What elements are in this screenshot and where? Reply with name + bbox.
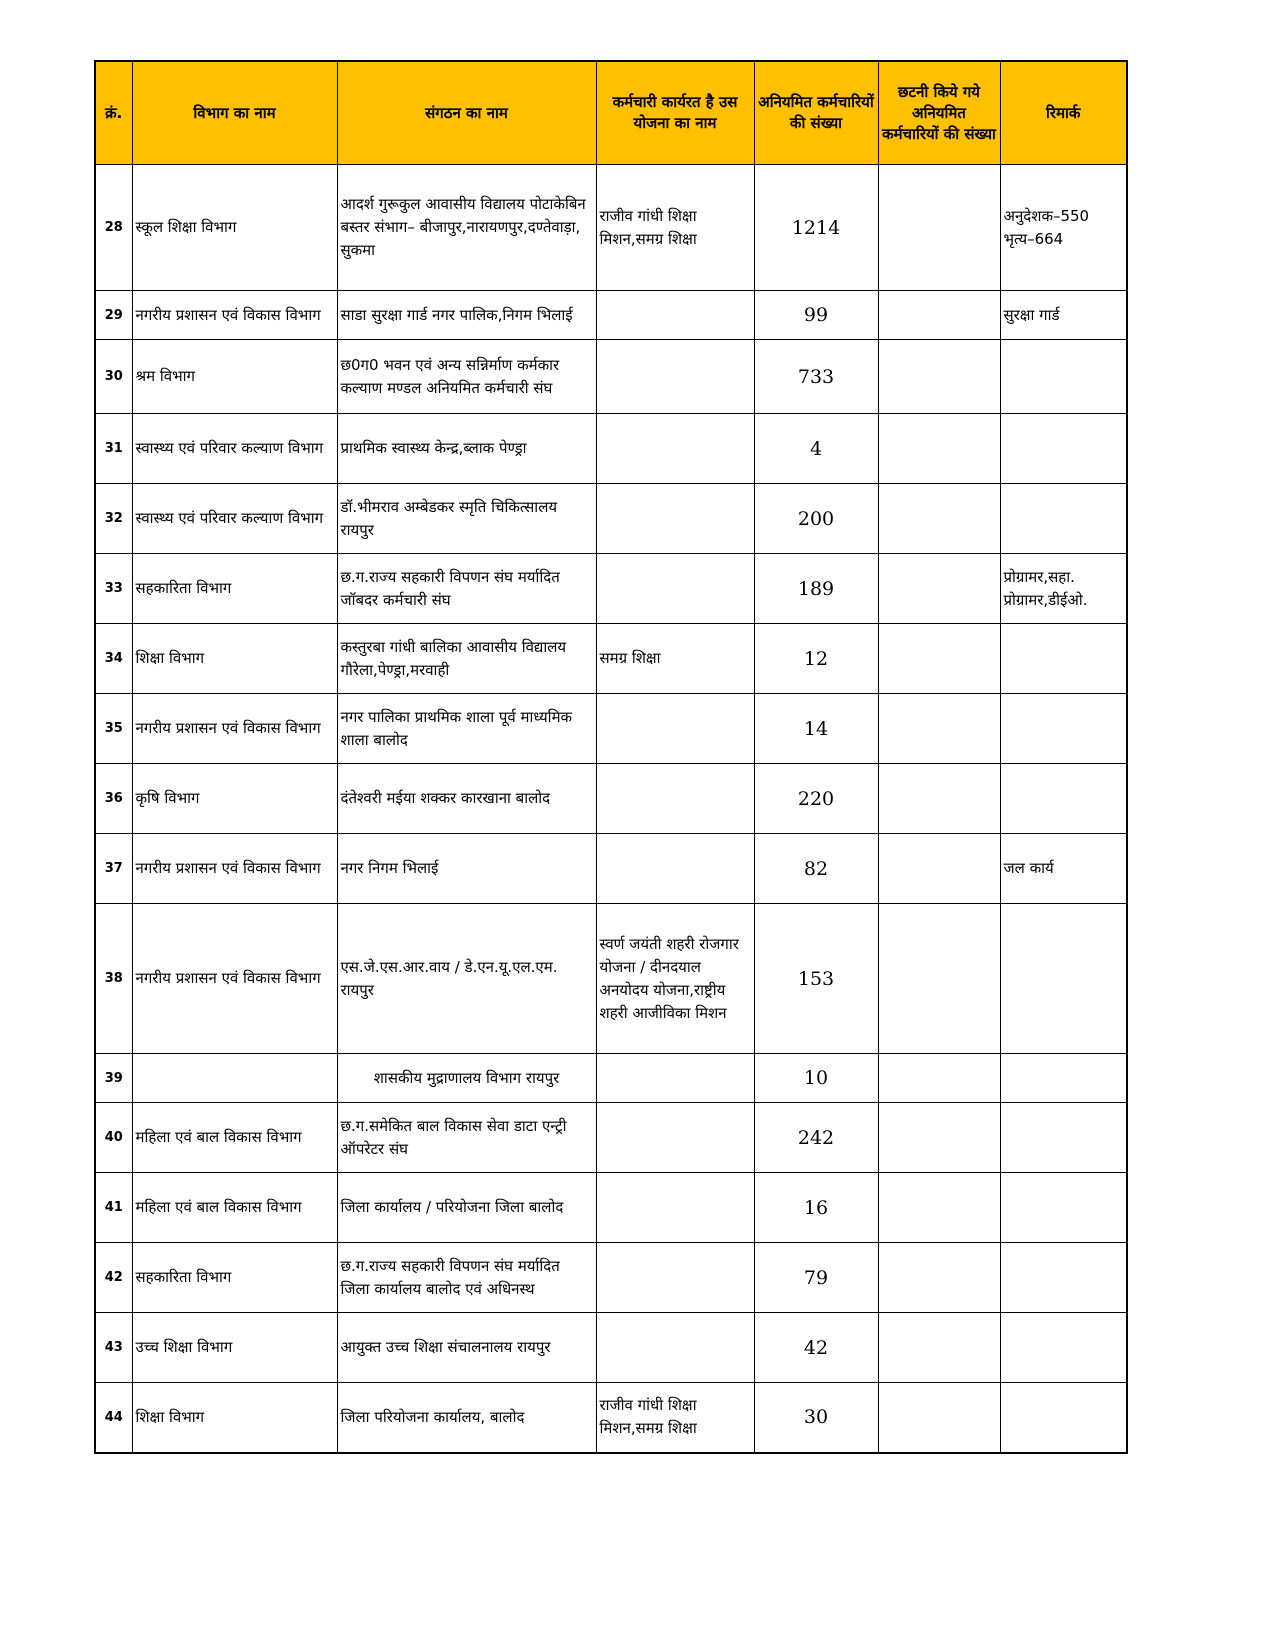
table-row	[95, 291, 1127, 340]
row-number: 31	[95, 414, 132, 484]
retrenched-count-cell	[878, 1173, 1000, 1243]
table-row	[95, 1313, 1127, 1383]
irregular-count-cell: 733	[754, 340, 878, 414]
organization-cell: आयुक्त उच्च शिक्षा संचालनालय रायपुर	[337, 1313, 596, 1383]
row-number: 34	[95, 624, 132, 694]
header-row	[95, 61, 1127, 165]
table-row	[95, 1173, 1127, 1243]
retrenched-count-cell	[878, 694, 1000, 764]
table-row	[95, 165, 1127, 291]
scheme-cell: स्वर्ण जयंती शहरी रोजगार योजना / दीनदयाल अनयोदय योजना,राष्ट्रीय शहरी आजीविका मिशन	[596, 904, 754, 1054]
row-number: 35	[95, 694, 132, 764]
department-cell: महिला एवं बाल विकास विभाग	[132, 1173, 337, 1243]
header-remark: रिमार्क	[1000, 61, 1127, 165]
header-sno: क्रं.	[95, 61, 132, 165]
scheme-cell: समग्र शिक्षा	[596, 624, 754, 694]
department-cell: नगरीय प्रशासन एवं विकास विभाग	[132, 904, 337, 1054]
department-cell: महिला एवं बाल विकास विभाग	[132, 1103, 337, 1173]
irregular-count-cell: 189	[754, 554, 878, 624]
retrenched-count-cell	[878, 1243, 1000, 1313]
remark-cell	[1000, 1313, 1127, 1383]
row-number: 38	[95, 904, 132, 1054]
scheme-cell	[596, 1313, 754, 1383]
row-number: 32	[95, 484, 132, 554]
retrenched-count-cell	[878, 1313, 1000, 1383]
scheme-cell	[596, 1054, 754, 1103]
table-row	[95, 834, 1127, 904]
organization-cell: नगर पालिका प्राथमिक शाला पूर्व माध्यमिक शाला बालोद	[337, 694, 596, 764]
irregular-count-cell: 82	[754, 834, 878, 904]
remark-cell: जल कार्य	[1000, 834, 1127, 904]
department-cell: सहकारिता विभाग	[132, 554, 337, 624]
organization-cell: छ0ग0 भवन एवं अन्य सन्निर्माण कर्मकार कल्याण मण्डल अनियमित कर्मचारी संघ	[337, 340, 596, 414]
header-department: विभाग का नाम	[132, 61, 337, 165]
retrenched-count-cell	[878, 414, 1000, 484]
organization-cell: डॉ.भीमराव अम्बेडकर स्मृति चिकित्सालय रायपुर	[337, 484, 596, 554]
organization-cell: छ.ग.राज्य सहकारी विपणन संघ मर्यादित जॉबदर कर्मचारी संघ	[337, 554, 596, 624]
retrenched-count-cell	[878, 1383, 1000, 1453]
row-number: 28	[95, 165, 132, 291]
organization-cell: छ.ग.राज्य सहकारी विपणन संघ मर्यादित जिला कार्यालय बालोद एवं अधिनस्थ	[337, 1243, 596, 1313]
department-cell: नगरीय प्रशासन एवं विकास विभाग	[132, 694, 337, 764]
irregular-count-cell: 42	[754, 1313, 878, 1383]
remark-cell	[1000, 1173, 1127, 1243]
table-row	[95, 340, 1127, 414]
department-cell: नगरीय प्रशासन एवं विकास विभाग	[132, 291, 337, 340]
irregular-count-cell: 79	[754, 1243, 878, 1313]
remark-cell	[1000, 484, 1127, 554]
table-row	[95, 1103, 1127, 1173]
retrenched-count-cell	[878, 764, 1000, 834]
irregular-count-cell: 12	[754, 624, 878, 694]
organization-cell: साडा सुरक्षा गार्ड नगर पालिक,निगम भिलाई	[337, 291, 596, 340]
header-scheme: कर्मचारी कार्यरत है उस योजना का नाम	[596, 61, 754, 165]
scheme-cell	[596, 340, 754, 414]
remark-cell	[1000, 694, 1127, 764]
scheme-cell	[596, 484, 754, 554]
row-number: 37	[95, 834, 132, 904]
remark-cell	[1000, 1383, 1127, 1453]
irregular-count-cell: 4	[754, 414, 878, 484]
remark-cell	[1000, 1054, 1127, 1103]
row-number: 40	[95, 1103, 132, 1173]
retrenched-count-cell	[878, 1054, 1000, 1103]
department-cell: स्कूल शिक्षा विभाग	[132, 165, 337, 291]
organization-cell: जिला कार्यालय / परियोजना जिला बालोद	[337, 1173, 596, 1243]
table-row	[95, 1383, 1127, 1453]
remark-cell: अनुदेशक–550 भृत्य–664	[1000, 165, 1127, 291]
remark-cell: प्रोग्रामर,सहा. प्रोग्रामर,डीईओ.	[1000, 554, 1127, 624]
header-organization: संगठन का नाम	[337, 61, 596, 165]
scheme-cell: राजीव गांधी शिक्षा मिशन,समग्र शिक्षा	[596, 165, 754, 291]
row-number: 41	[95, 1173, 132, 1243]
row-number: 33	[95, 554, 132, 624]
table-row	[95, 624, 1127, 694]
irregular-count-cell: 30	[754, 1383, 878, 1453]
irregular-count-cell: 200	[754, 484, 878, 554]
remark-cell	[1000, 340, 1127, 414]
irregular-count-cell: 16	[754, 1173, 878, 1243]
organization-cell: प्राथमिक स्वास्थ्य केन्द्र,ब्लाक पेण्ड्रा	[337, 414, 596, 484]
organization-cell: नगर निगम भिलाई	[337, 834, 596, 904]
organization-cell: दंतेश्वरी मईया शक्कर कारखाना बालोद	[337, 764, 596, 834]
row-number: 39	[95, 1054, 132, 1103]
table-row	[95, 1243, 1127, 1313]
organization-cell: एस.जे.एस.आर.वाय / डे.एन.यू.एल.एम. रायपुर	[337, 904, 596, 1054]
scheme-cell	[596, 764, 754, 834]
remark-cell: सुरक्षा गार्ड	[1000, 291, 1127, 340]
table-row	[95, 554, 1127, 624]
irregular-count-cell: 14	[754, 694, 878, 764]
scheme-cell	[596, 291, 754, 340]
row-number: 36	[95, 764, 132, 834]
retrenched-count-cell	[878, 554, 1000, 624]
department-cell	[132, 1054, 337, 1103]
table-row	[95, 414, 1127, 484]
organization-cell: छ.ग.समेकित बाल विकास सेवा डाटा एन्ट्री ऑपरेटर संघ	[337, 1103, 596, 1173]
row-number: 44	[95, 1383, 132, 1453]
table-row	[95, 694, 1127, 764]
irregular-count-cell: 153	[754, 904, 878, 1054]
remark-cell	[1000, 764, 1127, 834]
remark-cell	[1000, 414, 1127, 484]
row-number: 30	[95, 340, 132, 414]
remark-cell	[1000, 624, 1127, 694]
scheme-cell	[596, 1103, 754, 1173]
irregular-count-cell: 220	[754, 764, 878, 834]
retrenched-count-cell	[878, 834, 1000, 904]
remark-cell	[1000, 1243, 1127, 1313]
department-cell: सहकारिता विभाग	[132, 1243, 337, 1313]
organization-cell: जिला परियोजना कार्यालय, बालोद	[337, 1383, 596, 1453]
table-row	[95, 1054, 1127, 1103]
remark-cell	[1000, 1103, 1127, 1173]
retrenched-count-cell	[878, 1103, 1000, 1173]
retrenched-count-cell	[878, 340, 1000, 414]
department-cell: श्रम विभाग	[132, 340, 337, 414]
retrenched-count-cell	[878, 904, 1000, 1054]
scheme-cell	[596, 694, 754, 764]
department-cell: उच्च शिक्षा विभाग	[132, 1313, 337, 1383]
retrenched-count-cell	[878, 484, 1000, 554]
scheme-cell	[596, 414, 754, 484]
department-cell: शिक्षा विभाग	[132, 1383, 337, 1453]
table-row	[95, 764, 1127, 834]
retrenched-count-cell	[878, 624, 1000, 694]
irregular-count-cell: 10	[754, 1054, 878, 1103]
row-number: 29	[95, 291, 132, 340]
irregular-count-cell: 1214	[754, 165, 878, 291]
organization-cell: कस्तुरबा गांधी बालिका आवासीय विद्यालय गौरेला,पेण्ड्रा,मरवाही	[337, 624, 596, 694]
irregular-count-cell: 242	[754, 1103, 878, 1173]
retrenched-count-cell	[878, 165, 1000, 291]
scheme-cell: राजीव गांधी शिक्षा मिशन,समग्र शिक्षा	[596, 1383, 754, 1453]
organization-cell: शासकीय मुद्राणालय विभाग रायपुर	[337, 1054, 596, 1103]
header-retrenched-count: छटनी किये गये अनियमित कर्मचारियों की संख्या	[878, 61, 1000, 165]
table-row	[95, 484, 1127, 554]
department-cell: नगरीय प्रशासन एवं विकास विभाग	[132, 834, 337, 904]
scheme-cell	[596, 554, 754, 624]
department-cell: स्वास्थ्य एवं परिवार कल्याण विभाग	[132, 414, 337, 484]
remark-cell	[1000, 904, 1127, 1054]
retrenched-count-cell	[878, 291, 1000, 340]
employee-table	[94, 60, 1128, 1454]
scheme-cell	[596, 1173, 754, 1243]
table-row	[95, 904, 1127, 1054]
department-cell: शिक्षा विभाग	[132, 624, 337, 694]
row-number: 42	[95, 1243, 132, 1313]
department-cell: स्वास्थ्य एवं परिवार कल्याण विभाग	[132, 484, 337, 554]
scheme-cell	[596, 834, 754, 904]
row-number: 43	[95, 1313, 132, 1383]
organization-cell: आदर्श गुरूकुल आवासीय विद्यालय पोटाकेबिन बस्तर संभाग– बीजापुर,नारायणपुर,दण्तेवाड़ा, सुकमा	[337, 165, 596, 291]
department-cell: कृषि विभाग	[132, 764, 337, 834]
scheme-cell	[596, 1243, 754, 1313]
irregular-count-cell: 99	[754, 291, 878, 340]
header-irregular-count: अनियमित कर्मचारियों की संख्या	[754, 61, 878, 165]
